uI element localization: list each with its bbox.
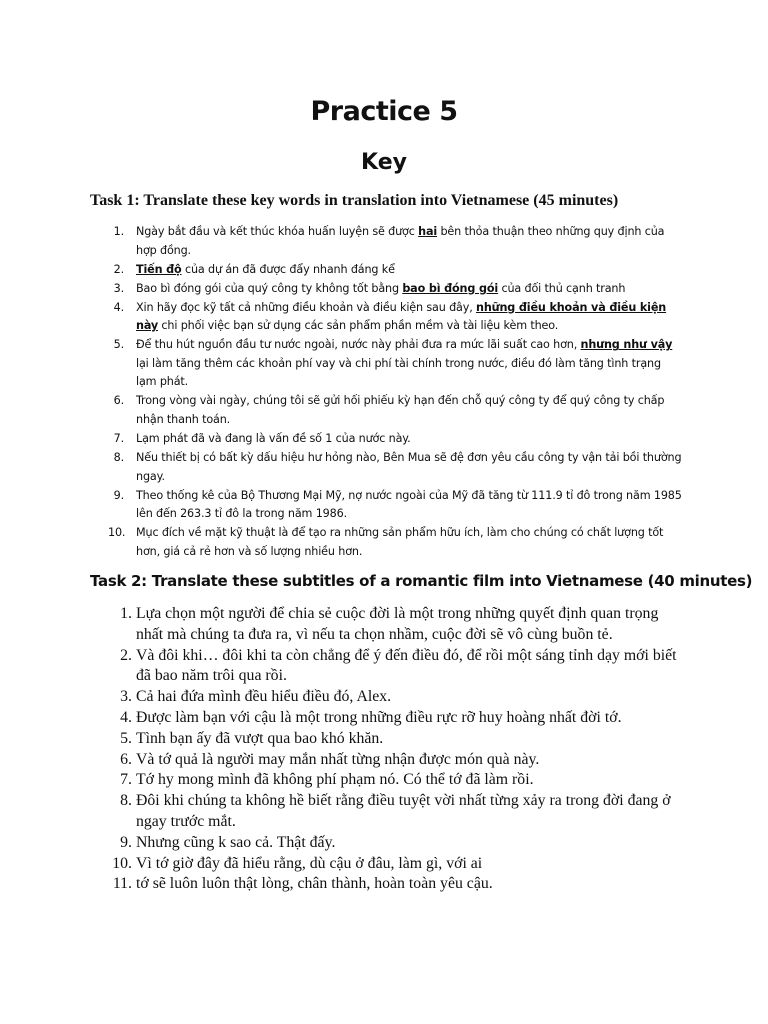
task2-list xyxy=(108,604,688,895)
task2-item xyxy=(108,770,688,791)
item-text: Lựa chọn một người để chia sẻ cuộc đời là một trong những quyết định quan trọng nhất mà chúng ta đưa ra, vì nếu ta chọn nhầm, cuộc đời sẽ vô cùng buồn tẻ. xyxy=(136,605,659,643)
key-word: nhưng như vậy xyxy=(580,338,673,352)
item-text: Nếu thiết bị có bất kỳ dấu hiệu hư hỏng nào, Bên Mua sẽ đệ đơn yêu cầu công ty vận tải bồi thường ngay. xyxy=(136,451,682,483)
item-text: Xin hãy đọc kỹ tất cả những điều khoản và điều kiện sau đây, xyxy=(136,300,477,314)
task1-item xyxy=(108,299,683,336)
task2-item xyxy=(108,874,688,895)
key-word: bao bì đóng gói xyxy=(402,281,499,295)
task1-item xyxy=(108,487,683,524)
item-number: 3. xyxy=(120,688,132,706)
item-number: 6. xyxy=(113,394,124,408)
item-text: Lạm phát đã và đang là vấn đề số 1 của nước này. xyxy=(136,432,411,446)
item-text: Cả hai đứa mình đều hiểu điều đó, Alex. xyxy=(136,688,392,706)
task1-item xyxy=(108,524,683,561)
item-text: Được làm bạn với cậu là một trong những điều rực rỡ huy hoàng nhất đời tớ. xyxy=(136,708,622,726)
item-number: 2. xyxy=(113,262,124,276)
task1-item xyxy=(108,223,683,260)
item-number: 5. xyxy=(113,338,124,352)
item-number: 1. xyxy=(120,605,132,622)
item-number: 6. xyxy=(120,750,132,768)
item-text: Trong vòng vài ngày, chúng tôi sẽ gửi hối phiếu kỳ hạn đến chỗ quý công ty để quý công ty chấp nhận thanh toán. xyxy=(136,394,665,426)
item-text: Bao bì đóng gói của quý công ty không tốt bằng xyxy=(136,281,403,295)
item-text: lại làm tăng thêm các khoản phí vay và chi phí tài chính trong nước, điều đó làm tăng tình trạng lạm phát. xyxy=(136,356,661,389)
task2-item xyxy=(108,708,688,729)
item-text: Nhưng cũng k sao cả. Thật đấy. xyxy=(136,833,336,851)
item-number: 8. xyxy=(120,792,132,810)
task2-item xyxy=(108,729,688,750)
item-text: của dự án đã được đẩy nhanh đáng kể xyxy=(181,262,395,276)
task1-heading: Task 1: Translate these key words in translation into Vietnamese (45 minutes) xyxy=(90,192,619,209)
page-subtitle: Key xyxy=(361,150,407,175)
task2-item xyxy=(108,646,688,688)
task1-item xyxy=(108,449,683,486)
item-text: Theo thống kê của Bộ Thương Mại Mỹ, nợ nước ngoài của Mỹ đã tăng từ 111.9 tỉ đô trong năm 1985 lên đến 263.3 tỉ đô la trong năm 1986. xyxy=(136,488,682,521)
task1-item xyxy=(108,261,683,280)
task1-list xyxy=(108,223,683,562)
task1-item xyxy=(108,336,683,392)
item-number: 3. xyxy=(113,281,124,295)
item-text: của đối thủ cạnh tranh xyxy=(498,281,626,295)
key-word: Tiến độ xyxy=(136,262,182,276)
item-text: Ngày bắt đầu và kết thúc khóa huấn luyện sẽ được xyxy=(136,225,419,238)
task1-item xyxy=(108,392,683,429)
item-text: bên thỏa thuận theo những quy định của hợp đồng. xyxy=(136,225,665,257)
item-text: Đôi khi chúng ta không hề biết rằng điều tuyệt vời nhất từng xảy ra trong đời đang ở ngay trước mắt. xyxy=(136,792,671,830)
item-text: Tớ hy mong mình đã không phí phạm nó. Có thể tớ đã làm rồi. xyxy=(136,771,534,789)
task2-item xyxy=(108,604,688,646)
task2-item xyxy=(108,833,688,854)
item-number: 8. xyxy=(113,451,124,465)
item-text: Và đôi khi… đôi khi ta còn chẳng để ý đến điều đó, để rồi một sáng tỉnh dạy mới biết đã bao năm trôi qua rồi. xyxy=(136,646,677,685)
item-number: 10. xyxy=(112,854,132,872)
task2-item xyxy=(108,854,688,875)
item-text: Và tớ quả là người may mắn nhất từng nhận được món quà này. xyxy=(136,750,540,768)
item-text: Mục đích về mặt kỹ thuật là để tạo ra những sản phẩm hữu ích, làm cho chúng có chất lượng tốt hơn, giá cả rẻ hơn và số lượng nhiều hơn. xyxy=(136,526,664,558)
item-number: 4. xyxy=(120,708,132,726)
item-number: 1. xyxy=(113,225,124,238)
task2-item xyxy=(108,750,688,771)
task2-item xyxy=(108,687,688,708)
item-number: 7. xyxy=(113,432,124,446)
item-text: Vì tớ giờ đây đã hiểu rằng, dù cậu ở đâu, làm gì, với ai xyxy=(136,854,483,872)
item-number: 9. xyxy=(120,833,132,851)
item-number: 4. xyxy=(113,300,124,314)
page-title: Practice 5 xyxy=(310,96,458,127)
item-number: 11. xyxy=(112,875,132,893)
task1-item xyxy=(108,430,683,449)
item-number: 9. xyxy=(113,488,124,502)
task2-heading: Task 2: Translate these subtitles of a romantic film into Vietnamese (40 minutes) xyxy=(90,572,753,590)
item-number: 2. xyxy=(120,646,132,664)
item-text: Tình bạn ấy đã vượt qua bao khó khăn. xyxy=(136,729,384,747)
task2-item xyxy=(108,791,688,833)
task1-item xyxy=(108,280,683,299)
item-number: 7. xyxy=(120,771,132,789)
item-number: 5. xyxy=(120,729,132,747)
item-text: tớ sẽ luôn luôn thật lòng, chân thành, hoàn toàn yêu cậu. xyxy=(136,875,493,893)
item-number: 10. xyxy=(108,526,126,540)
key-word: những điều khoản và điều kiện này xyxy=(136,300,667,333)
key-word: hai xyxy=(418,225,438,238)
item-text: Để thu hút nguồn đầu tư nước ngoài, nước này phải đưa ra mức lãi suất cao hơn, xyxy=(136,338,581,352)
item-text: chi phối việc bạn sử dụng các sản phẩm phần mềm và tài liệu kèm theo. xyxy=(158,319,559,333)
